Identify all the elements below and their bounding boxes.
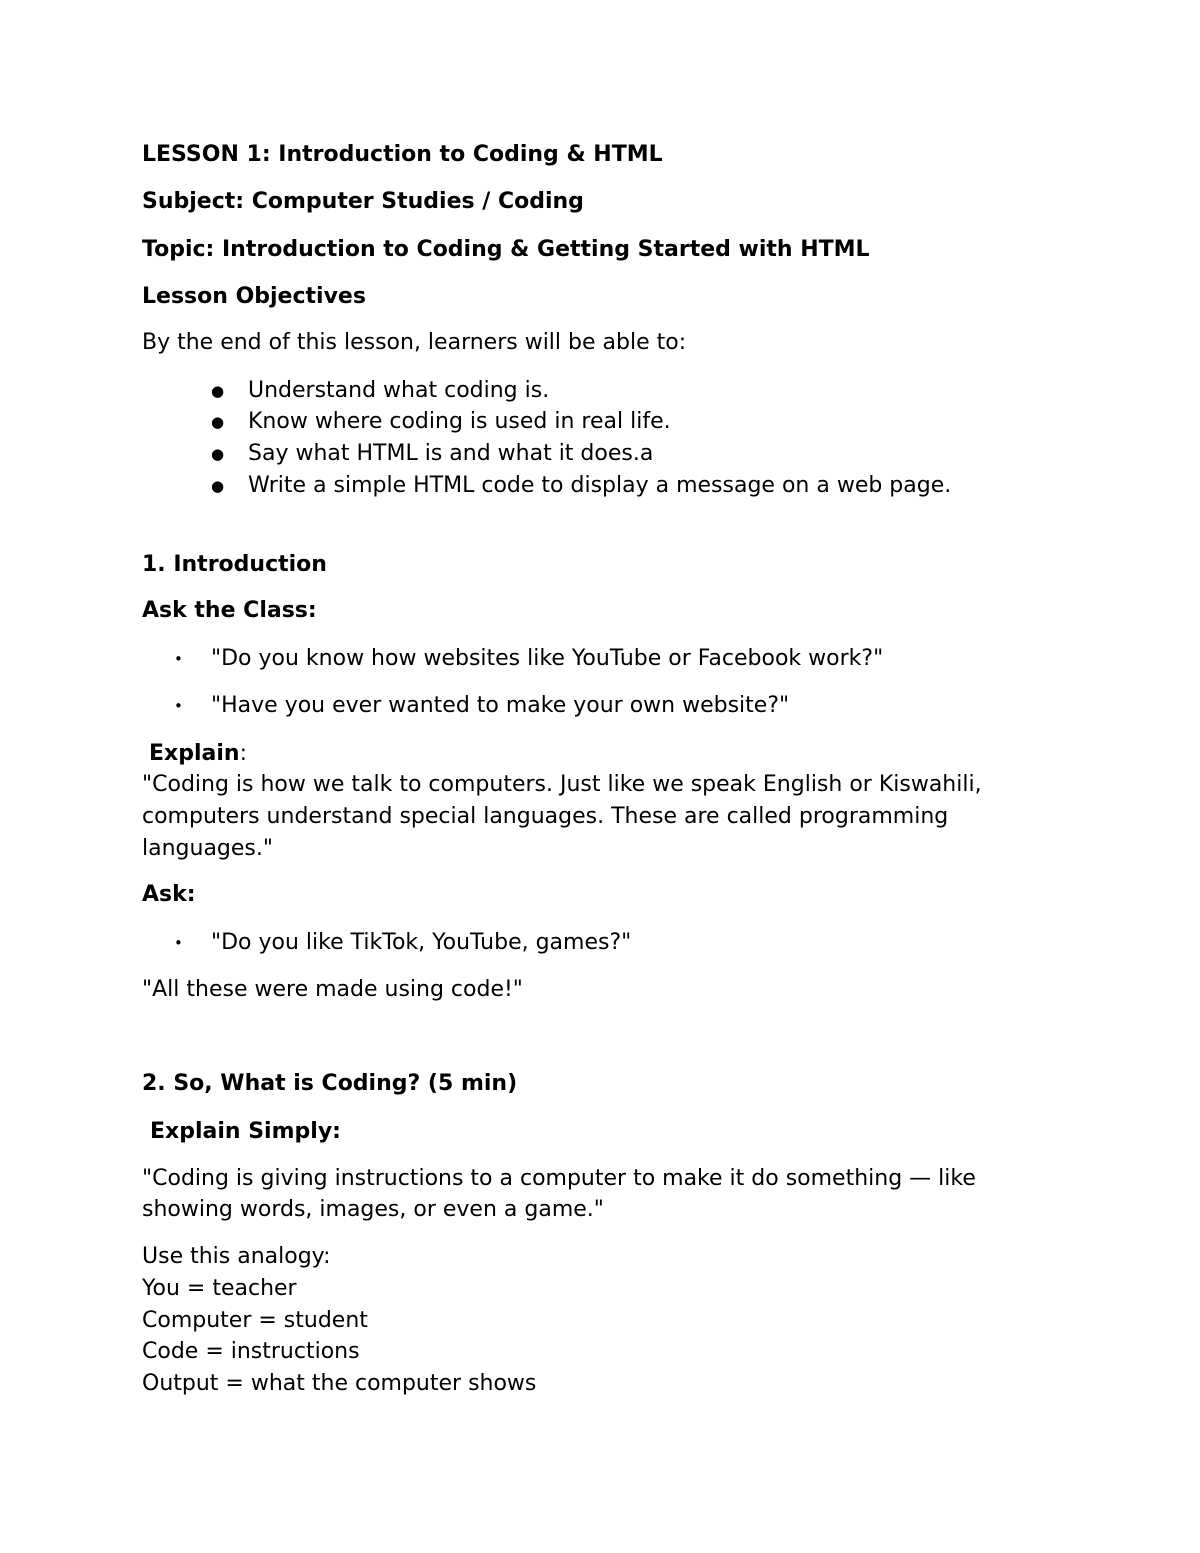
analogy-line: Computer = student xyxy=(142,1308,368,1333)
explain-line: languages." xyxy=(142,836,274,861)
bullet-icon: • xyxy=(174,934,183,952)
closing-quote: "All these were made using code!" xyxy=(142,977,523,1002)
explain-label xyxy=(149,739,247,769)
analogy-line: Output = what the computer shows xyxy=(142,1371,537,1396)
bullet-icon: • xyxy=(174,650,183,668)
list-item: "Do you know how websites like YouTube or Facebook work?" xyxy=(211,646,884,671)
bullet-icon: ● xyxy=(211,382,225,400)
explain-colon: : xyxy=(239,741,247,766)
bullet-icon: ● xyxy=(211,445,225,463)
objectives-intro: By the end of this lesson, learners will be able to: xyxy=(142,330,687,355)
ask-class-label: Ask the Class: xyxy=(142,598,317,623)
analogy-line: Code = instructions xyxy=(142,1339,360,1364)
list-item: "Do you like TikTok, YouTube, games?" xyxy=(211,930,632,955)
list-item: Know where coding is used in real life. xyxy=(248,409,671,434)
bullet-icon: ● xyxy=(211,413,225,431)
bullet-icon: • xyxy=(174,697,183,715)
explain-simply-label: Explain Simply: xyxy=(150,1119,341,1144)
explain-label-text: Explain xyxy=(149,741,240,766)
coding-quote-line: showing words, images, or even a game." xyxy=(142,1197,604,1222)
bullet-icon: ● xyxy=(211,477,225,495)
section-2-heading: 2. So, What is Coding? (5 min) xyxy=(142,1071,518,1096)
coding-quote-line: "Coding is giving instructions to a computer to make it do something — like xyxy=(142,1166,976,1191)
list-item: Understand what coding is. xyxy=(248,378,550,403)
analogy-intro: Use this analogy: xyxy=(142,1244,331,1269)
explain-line: "Coding is how we talk to computers. Just like we speak English or Kiswahili, xyxy=(142,772,982,797)
section-1-heading: 1. Introduction xyxy=(142,552,327,577)
lesson-title: LESSON 1: Introduction to Coding & HTML xyxy=(142,142,663,167)
objectives-heading: Lesson Objectives xyxy=(142,284,366,309)
ask-label: Ask: xyxy=(142,882,196,907)
subject-line: Subject: Computer Studies / Coding xyxy=(142,189,584,214)
topic-line: Topic: Introduction to Coding & Getting Started with HTML xyxy=(142,237,870,262)
list-item: "Have you ever wanted to make your own website?" xyxy=(211,693,790,718)
list-item: Write a simple HTML code to display a message on a web page. xyxy=(248,473,952,498)
explain-line: computers understand special languages. These are called programming xyxy=(142,804,949,829)
list-item: Say what HTML is and what it does.a xyxy=(248,441,654,466)
analogy-line: You = teacher xyxy=(142,1276,297,1301)
